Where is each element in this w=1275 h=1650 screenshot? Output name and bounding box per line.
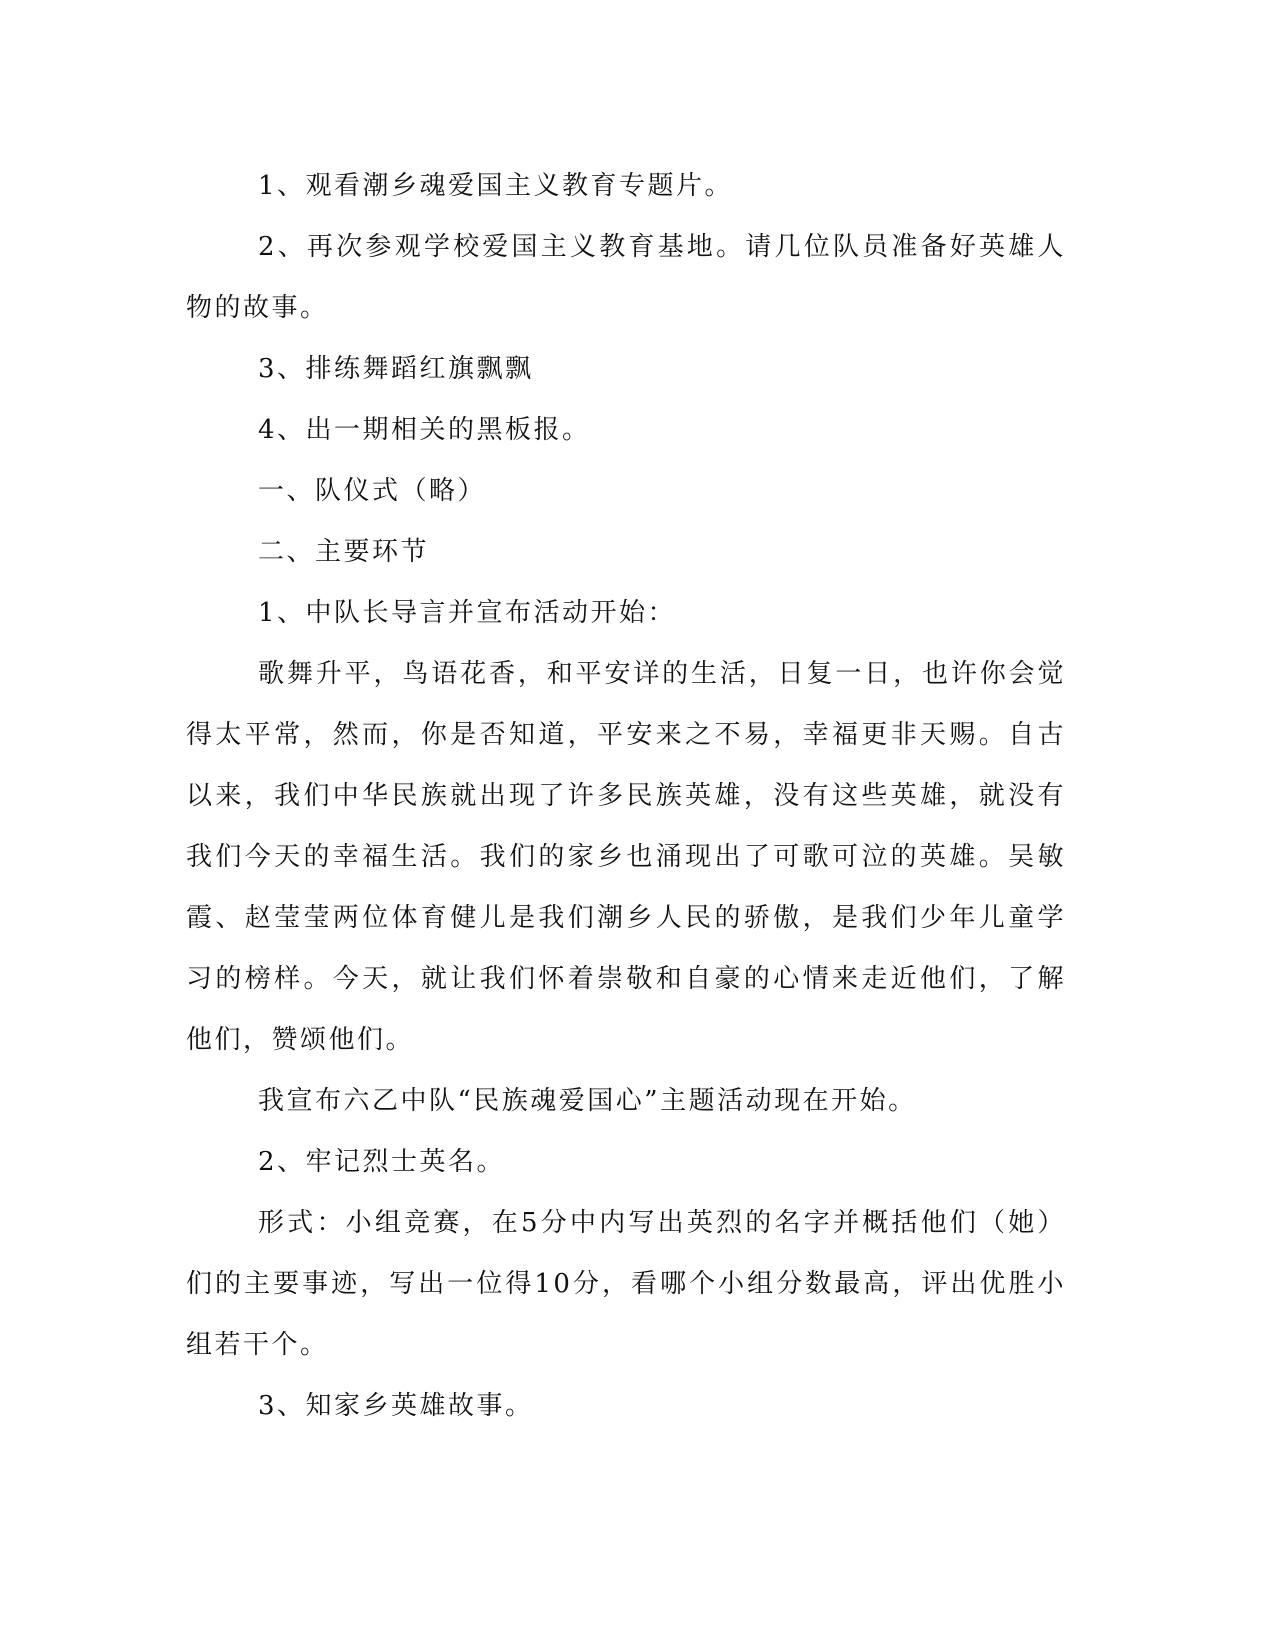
heading-ceremony: 一、队仪式（略） <box>258 476 487 506</box>
paragraph-announcement: 我宣布六乙中队“民族魂爱国心”主题活动现在开始。 <box>258 1086 917 1116</box>
paragraph-speech: 歌舞升平，鸟语花香，和平安详的生活，日复一日，也许你会觉得太平常，然而，你是否知道，平安来之不易，幸福更非天赐。自古以来，我们中华民族就出现了许多民族英雄，没有这些英雄，就没有我们今天的幸福生活。我们的家乡也涌现出了可歌可泣的英雄。吴敏霞、赵莹莹两位体育健儿是我们潮乡人民的骄傲，是我们少年儿童学习的榜样。今天，就让我们怀着崇敬和自豪的心情来走近他们，了解他们，赞颂他们。 <box>186 659 1066 1055</box>
paragraph-hero-stories: 3、知家乡英雄故事。 <box>258 1391 534 1421</box>
heading-main-sections: 二、主要环节 <box>258 537 430 567</box>
paragraph-blackboard: 4、出一期相关的黑板报。 <box>258 415 591 445</box>
paragraph-visit-base: 2、再次参观学校爱国主义教育基地。请几位队员准备好英雄人物的故事。 <box>186 232 1066 323</box>
paragraph-rehearse-dance: 3、排练舞蹈红旗飘飘 <box>258 354 534 384</box>
paragraph-remember-names: 2、牢记烈士英名。 <box>258 1147 506 1177</box>
paragraph-watch-film: 1、观看潮乡魂爱国主义教育专题片。 <box>258 171 734 201</box>
paragraph-competition-format: 形式：小组竞赛，在5分中内写出英烈的名字并概括他们（她）们的主要事迹，写出一位得10分，看哪个小组分数最高，评出优胜小组若干个。 <box>186 1208 1066 1360</box>
document-body <box>186 156 1066 1437</box>
paragraph-leader-intro: 1、中队长导言并宣布活动开始： <box>258 598 677 628</box>
